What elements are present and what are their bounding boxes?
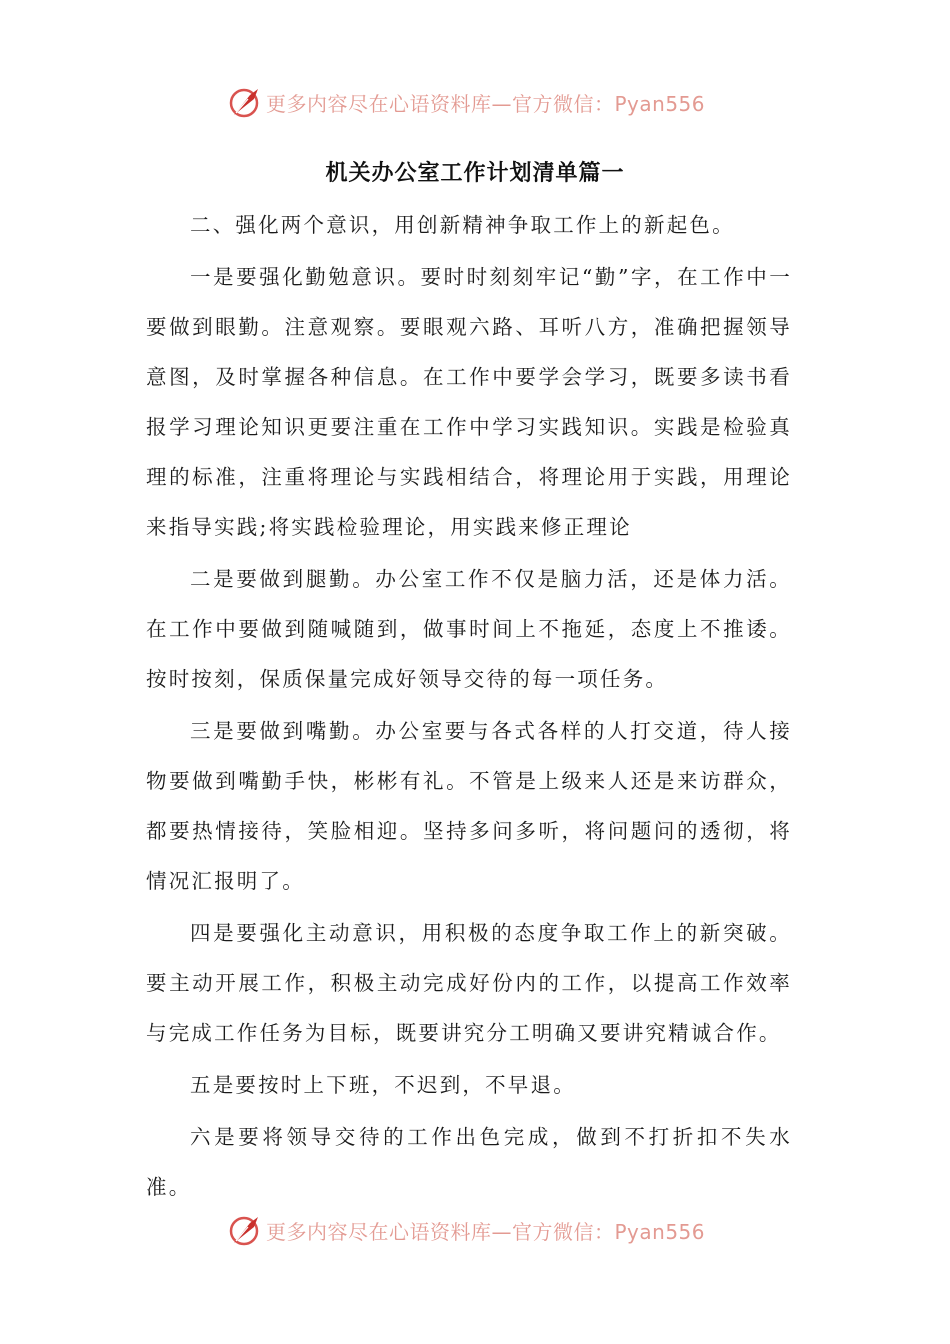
header-banner-text: 更多内容尽在心语资料库—官方微信：Pyan556 [266, 91, 706, 116]
quill-logo-icon [228, 85, 262, 119]
paragraph: 二是要做到腿勤。办公室工作不仅是脑力活，还是体力活。在工作中要做到随喊随到，做事时间上不拖延，态度上不推诿。按时按刻，保质保量完成好领导交待的每一项任务。 [146, 567, 792, 691]
header-banner [228, 82, 705, 122]
document-body [146, 200, 792, 1214]
document-title: 机关办公室工作计划清单篇一 [325, 161, 625, 186]
paragraph: 四是要强化主动意识，用积极的态度争取工作上的新突破。要主动开展工作，积极主动完成好份内的工作，以提高工作效率与完成工作任务为目标，既要讲究分工明确又要讲究精诚合作。 [146, 921, 792, 1045]
quill-logo-icon [228, 1213, 262, 1247]
paragraph: 三是要做到嘴勤。办公室要与各式各样的人打交道，待人接物要做到嘴勤手快，彬彬有礼。不管是上级来人还是来访群众，都要热情接待，笑脸相迎。坚持多问多听，将问题问的透彻，将情况汇报明了。 [146, 719, 792, 893]
paragraph: 六是要将领导交待的工作出色完成，做到不打折扣不失水准。 [146, 1125, 792, 1199]
paragraph: 二、强化两个意识，用创新精神争取工作上的新起色。 [190, 213, 735, 237]
footer-banner-text: 更多内容尽在心语资料库—官方微信：Pyan556 [266, 1219, 706, 1244]
paragraph: 五是要按时上下班，不迟到，不早退。 [190, 1073, 576, 1097]
paragraph: 一是要强化勤勉意识。要时时刻刻牢记“勤”字，在工作中一要做到眼勤。注意观察。要眼观六路、耳听八方，准确把握领导意图，及时掌握各种信息。在工作中要学会学习，既要多读书看报学习理论知识更要注重在工作中学习实践知识。实践是检验真理的标准，注重将理论与实践相结合，将理论用于实践，用理论来指导实践;将实践检验理论，用实践来修正理论 [146, 265, 792, 539]
footer-banner [228, 1210, 705, 1250]
